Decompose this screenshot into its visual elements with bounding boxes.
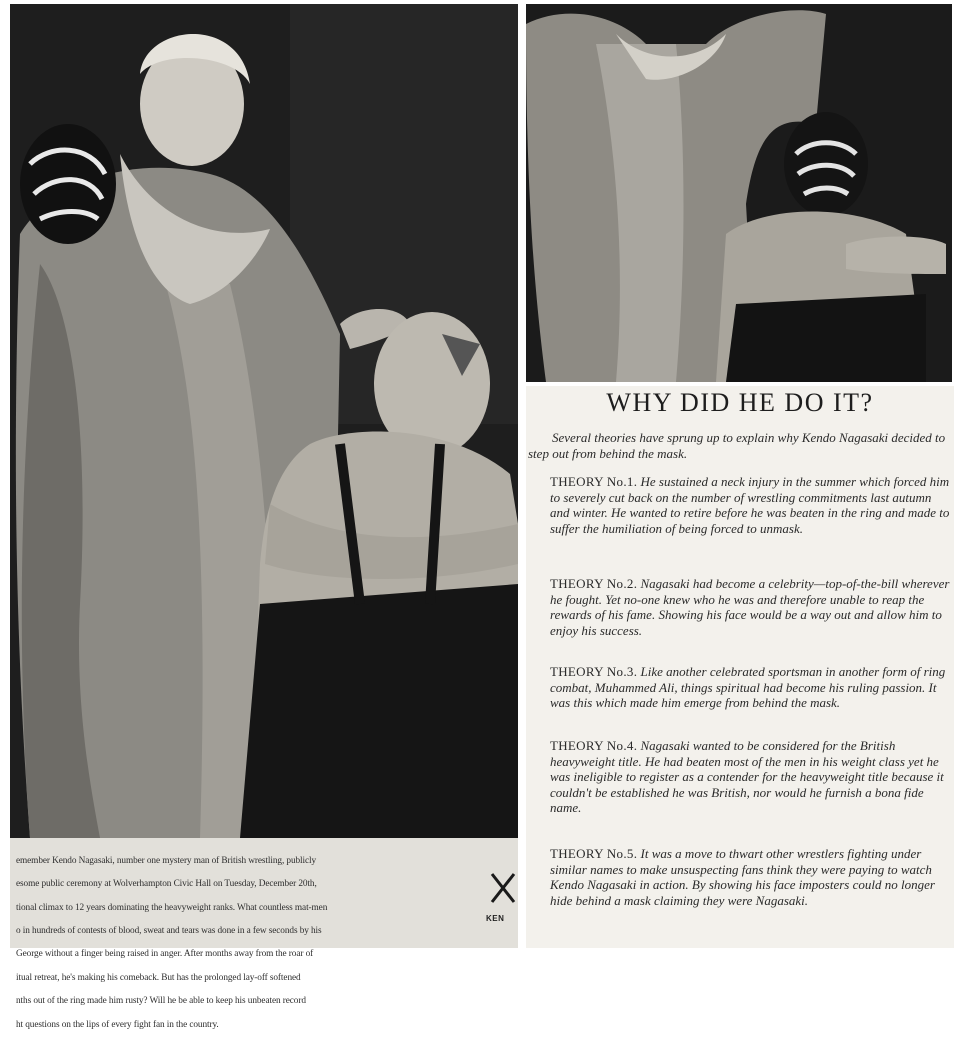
theory-paragraph [550,664,950,711]
theory-text: Like another celebrated sportsman in another form of ring combat, Muhammed Ali, things spiritual had become his ruling passion. It was this which made him emerge from behind the mask. [550,664,946,710]
caption-line: o in hundreds of contests of blood, sweat and tears was done in a few seconds by his [16,925,322,936]
caption-text [16,844,474,1043]
left-magazine-page [10,4,518,1030]
theory-label: THEORY No.4. [550,738,638,753]
caption-line: nths out of the ring made him rusty? Will he be able to keep his unbeaten record [16,996,306,1007]
article-intro: Several theories have sprung up to explain why Kendo Nagasaki decided to step out from behind the mask. [528,430,946,461]
masked-wrestler-photo [526,4,952,382]
caption-line: George without a finger being raised in anger. After months away from the roar of [16,949,314,960]
article-title: WHY DID HE DO IT? [606,388,874,417]
theory-label: THEORY No.1. [550,474,638,489]
caption-line: itual retreat, he's making his comeback. But has the prolonged lay-off softened [16,972,301,983]
theory-label: THEORY No.5. [550,846,638,861]
article-why-did-he-do-it [526,386,954,948]
caption-line: ht questions on the lips of every fight fan in the country. [16,1019,219,1030]
kendo-logo-icon [488,868,518,908]
theory-text: Nagasaki wanted to be considered for the British heavyweight title. He had beaten most of the men in his weight class yet he was ineligible to register as a contender for the heavyweight title because it couldn't be established he was British, nor would he furnish a bona fide name. [550,738,944,815]
theory-text: He sustained a neck injury in the summer which forced him to severely cut back on the number of wrestling commitments last autumn and winter. He wanted to retire before he was beaten in the ring and made to suffer the humiliation of being forced to unmask. [550,474,950,536]
theory-text: It was a move to thwart other wrestlers fighting under similar names to make unsuspecting fans think they were paying to watch Kendo Nagasaki in action. By showing his face imposters could no longer hide behind a mask claiming they were Nagasaki. [550,846,935,908]
theory-text: Nagasaki had become a celebrity—top-of-the-bill wherever he fought. Yet no-one knew who he was and therefore unable to reap the rewards of his fame. Showing his face would be a way out and allow him to enjoy his success. [550,576,950,638]
theory-paragraph [550,576,950,638]
caption-line: tional climax to 12 years dominating the heavyweight ranks. What countless mat-men [16,902,328,913]
theory-label: THEORY No.2. [550,576,638,591]
caption-line: esome public ceremony at Wolverhampton Civic Hall on Tuesday, December 20th, [16,879,317,890]
photo-caption [10,838,518,1030]
theory-paragraph [550,474,950,536]
logo-label: KEN [486,914,505,923]
caption-line: emember Kendo Nagasaki, number one mystery man of British wrestling, publicly [16,855,317,866]
theory-paragraph [550,846,950,908]
theory-paragraph [550,738,950,816]
unmasking-ceremony-photo [10,4,518,838]
theory-label: THEORY No.3. [550,664,638,679]
